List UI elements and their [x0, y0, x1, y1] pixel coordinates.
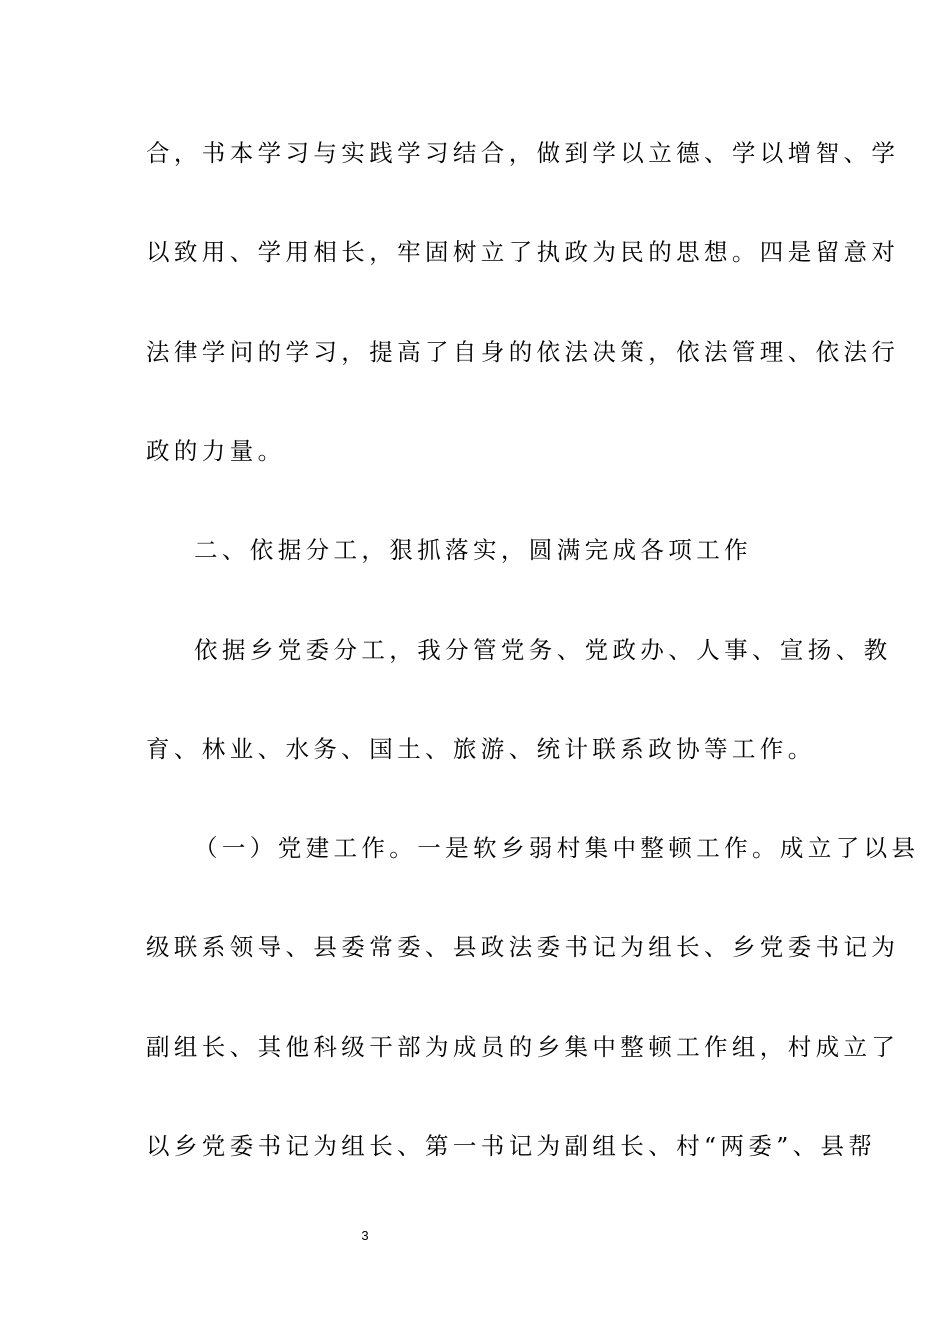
text-line: 育、林业、水务、国土、旅游、统计联系政协等工作。	[146, 735, 816, 763]
text-line: 政的力量。	[146, 437, 286, 465]
text-line: 以乡党委书记为组长、第一书记为副组长、村“两委”、县帮	[146, 1132, 877, 1160]
text-line: 法律学问的学习，提高了自身的依法决策，依法管理、依法行	[146, 338, 900, 366]
section-heading: 二、依据分工，狠抓落实，圆满完成各项工作	[194, 536, 752, 564]
page-number: 3	[361, 1228, 369, 1243]
text-line: 级联系领导、县委常委、县政法委书记为组长、乡党委书记为	[146, 933, 900, 961]
text-line: 依据乡党委分工，我分管党务、党政办、人事、宣扬、教	[194, 636, 892, 664]
text-line: 副组长、其他科级干部为成员的乡集中整顿工作组，村成立了	[146, 1033, 900, 1061]
text-line: 合，书本学习与实践学习结合，做到学以立德、学以增智、学	[146, 139, 900, 167]
text-line: 以致用、学用相长，牢固树立了执政为民的思想。四是留意对	[146, 238, 900, 266]
text-line: （一）党建工作。一是软乡弱村集中整顿工作。成立了以县	[194, 834, 920, 862]
